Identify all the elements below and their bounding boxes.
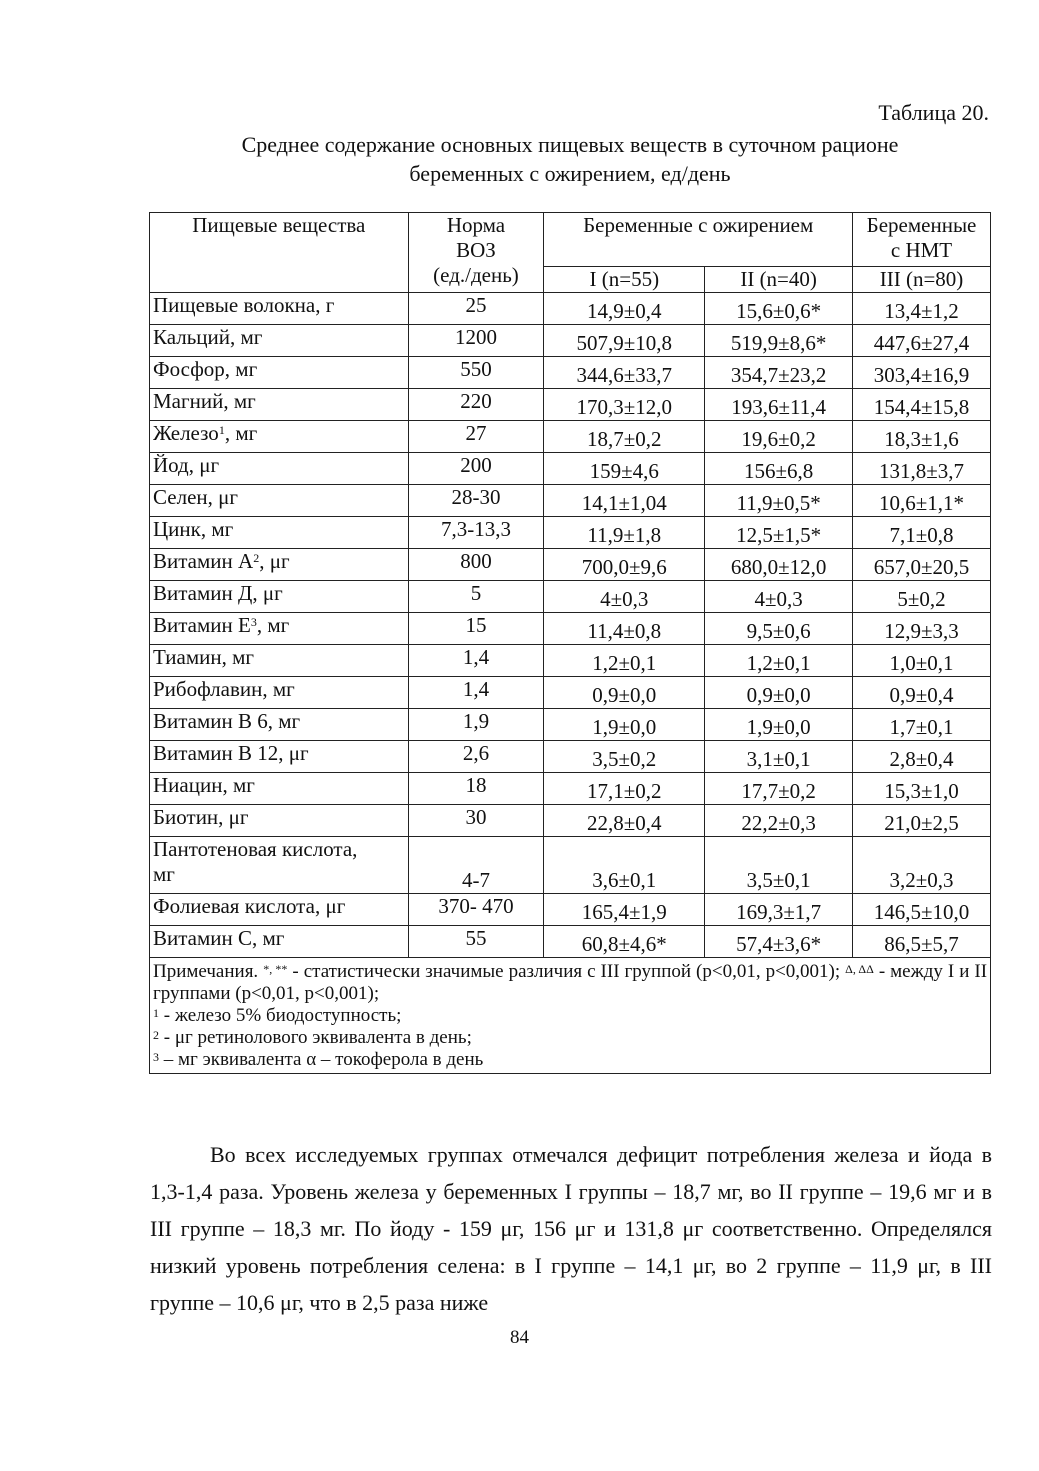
table-row: [150, 325, 991, 357]
header-norm: [408, 213, 544, 293]
row-norm: 18: [408, 773, 544, 805]
row-g2: 11,9±0,5*: [705, 485, 853, 517]
table-row: [150, 581, 991, 613]
table-row: [150, 613, 991, 645]
table-row: [150, 421, 991, 453]
row-g1: 344,6±33,7: [544, 357, 705, 389]
row-g3: 154,4±15,8: [853, 389, 991, 421]
row-name: Селен, μг: [150, 485, 409, 517]
table-caption-number: Таблица 20.: [878, 100, 989, 125]
header-nutrient: Пищевые вещества: [150, 213, 409, 293]
header-obese: Беременные с ожирением: [544, 213, 853, 267]
row-norm: 55: [408, 926, 544, 958]
row-g2: 156±6,8: [705, 453, 853, 485]
row-g1: 170,3±12,0: [544, 389, 705, 421]
row-g3: 657,0±20,5: [853, 549, 991, 581]
header-group-2: II (n=40): [705, 267, 853, 293]
row-g2: 22,2±0,3: [705, 805, 853, 837]
row-norm: 7,3-13,3: [408, 517, 544, 549]
table-row: [150, 837, 991, 894]
row-g2: 9,5±0,6: [705, 613, 853, 645]
row-g1: 60,8±4,6*: [544, 926, 705, 958]
row-name: Цинк, мг: [150, 517, 409, 549]
table-row: [150, 926, 991, 958]
table-notes: [150, 958, 991, 1074]
row-g2: 15,6±0,6*: [705, 293, 853, 325]
row-norm: 27: [408, 421, 544, 453]
header-nmt-l1: Беременные: [866, 213, 977, 237]
paragraph-text: Во всех исследуемых группах отмечался дефицит потребления железа и йода в 1,3-1,4 раза. Уровень железа у беременных I группы – 18,7 мг, во II группе – 19,6 мг и в III группе – 18,3 мг. По йоду - 159 μг, 156 μг и 131,8 μг соответственно. Определялся низкий уровень потребления селена: в I группе – 14,1 μг, во 2 группе – 11,9 μг, в III группе – 10,6 μг, что в 2,5 раза ниже: [150, 1142, 992, 1315]
notes-line-1: $^1$ - железо 5% биодоступность;: [153, 1005, 402, 1026]
row-g1: 14,9±0,4: [544, 293, 705, 325]
notes-line-3: $^3$ – мг эквивалента α – токоферола в день: [153, 1049, 484, 1070]
row-norm: 370- 470: [408, 894, 544, 926]
row-norm: 15: [408, 613, 544, 645]
row-g3: 1,7±0,1: [853, 709, 991, 741]
row-name-l2: мг: [153, 862, 175, 886]
row-name: Магний, мг: [150, 389, 409, 421]
row-norm: 30: [408, 805, 544, 837]
row-norm: 28-30: [408, 485, 544, 517]
row-name: Йод, μг: [150, 453, 409, 485]
row-g1: 22,8±0,4: [544, 805, 705, 837]
table-row: [150, 773, 991, 805]
row-g3: 146,5±10,0: [853, 894, 991, 926]
row-g1: 507,9±10,8: [544, 325, 705, 357]
row-norm: 1,4: [408, 677, 544, 709]
row-name: Кальций, мг: [150, 325, 409, 357]
row-g2: 519,9±8,6*: [705, 325, 853, 357]
row-g1: 14,1±1,04: [544, 485, 705, 517]
row-name: Витамин В 12, μг: [150, 741, 409, 773]
row-g1: 17,1±0,2: [544, 773, 705, 805]
row-g2: 354,7±23,2: [705, 357, 853, 389]
row-g3: 303,4±16,9: [853, 357, 991, 389]
row-g3: 5±0,2: [853, 581, 991, 613]
row-g1: 3,5±0,2: [544, 741, 705, 773]
body-paragraph: [150, 1136, 992, 1321]
table-row: [150, 677, 991, 709]
row-g2: 4±0,3: [705, 581, 853, 613]
row-g3: 3,2±0,3: [853, 837, 991, 894]
row-name: Фолиевая кислота, μг: [150, 894, 409, 926]
header-group-1: I (n=55): [544, 267, 705, 293]
notes-line-main: Примечания. *, ** - статистически значимые различия с III группой (р<0,01, р<0,001); $^{\Delta, \Delta\Delta}$ - между I и II группами (р<0,01, р<0,001);: [153, 961, 988, 1004]
row-g2: 3,5±0,1: [705, 837, 853, 894]
row-norm: 1,9: [408, 709, 544, 741]
row-g1: 165,4±1,9: [544, 894, 705, 926]
row-g1: 700,0±9,6: [544, 549, 705, 581]
row-g2: 3,1±0,1: [705, 741, 853, 773]
row-g1: 1,9±0,0: [544, 709, 705, 741]
table-caption-title: [150, 130, 990, 188]
row-g2: 169,3±1,7: [705, 894, 853, 926]
row-g1: 4±0,3: [544, 581, 705, 613]
table-row: [150, 389, 991, 421]
table-row: [150, 805, 991, 837]
row-g2: 680,0±12,0: [705, 549, 853, 581]
row-g1: 0,9±0,0: [544, 677, 705, 709]
table-row: [150, 357, 991, 389]
row-norm: 2,6: [408, 741, 544, 773]
table-row: [150, 709, 991, 741]
row-g3: 131,8±3,7: [853, 453, 991, 485]
row-g1: 3,6±0,1: [544, 837, 705, 894]
row-g1: 18,7±0,2: [544, 421, 705, 453]
row-g2: 193,6±11,4: [705, 389, 853, 421]
header-norm-l3: (ед./день): [433, 263, 519, 287]
header-norm-l1: Норма: [446, 213, 506, 237]
row-norm: 220: [408, 389, 544, 421]
row-g3: 1,0±0,1: [853, 645, 991, 677]
row-g1: 11,4±0,8: [544, 613, 705, 645]
row-name: Витамин $Е^3$, мг: [150, 613, 409, 645]
table-row: [150, 517, 991, 549]
row-g3: 18,3±1,6: [853, 421, 991, 453]
row-g3: 447,6±27,4: [853, 325, 991, 357]
row-name: Рибофлавин, мг: [150, 677, 409, 709]
row-name: Витамин С, мг: [150, 926, 409, 958]
caption-line-2: беременных с ожирением, ед/день: [409, 161, 731, 186]
row-name: Фосфор, мг: [150, 357, 409, 389]
row-g2: 1,9±0,0: [705, 709, 853, 741]
table-row: [150, 293, 991, 325]
row-name: Витамин $А^2$, μг: [150, 549, 409, 581]
row-g2: 19,6±0,2: [705, 421, 853, 453]
header-group-3: III (n=80): [853, 267, 991, 293]
row-g1: 159±4,6: [544, 453, 705, 485]
row-norm: 5: [408, 581, 544, 613]
row-g3: 15,3±1,0: [853, 773, 991, 805]
row-norm: 200: [408, 453, 544, 485]
table-row: [150, 453, 991, 485]
row-name: Витамин Д, μг: [150, 581, 409, 613]
row-g1: 1,2±0,1: [544, 645, 705, 677]
row-g3: 7,1±0,8: [853, 517, 991, 549]
row-name: Тиамин, мг: [150, 645, 409, 677]
row-norm: 800: [408, 549, 544, 581]
row-g2: 1,2±0,1: [705, 645, 853, 677]
row-g1: 11,9±1,8: [544, 517, 705, 549]
row-name: Железо$^1$, мг: [150, 421, 409, 453]
row-g2: 12,5±1,5*: [705, 517, 853, 549]
table-row: [150, 894, 991, 926]
row-g3: 13,4±1,2: [853, 293, 991, 325]
row-g3: 0,9±0,4: [853, 677, 991, 709]
table-row: [150, 549, 991, 581]
header-nmt: [853, 213, 991, 267]
row-name-l1: Пантотеновая кислота,: [153, 837, 358, 861]
row-g2: 57,4±3,6*: [705, 926, 853, 958]
nutrient-table: [149, 212, 991, 1074]
row-norm: 1,4: [408, 645, 544, 677]
table-row: [150, 741, 991, 773]
row-name: Ниацин, мг: [150, 773, 409, 805]
row-g3: 12,9±3,3: [853, 613, 991, 645]
row-name: Биотин, μг: [150, 805, 409, 837]
row-norm: 550: [408, 357, 544, 389]
row-name: Витамин В 6, мг: [150, 709, 409, 741]
row-name: [150, 837, 409, 894]
page-number: 84: [510, 1327, 529, 1348]
row-norm: 4-7: [408, 837, 544, 894]
row-g3: 86,5±5,7: [853, 926, 991, 958]
table-row: [150, 485, 991, 517]
table-row: [150, 645, 991, 677]
caption-line-1: Среднее содержание основных пищевых веществ в суточном рационе: [241, 132, 899, 157]
row-norm: 1200: [408, 325, 544, 357]
header-norm-l2: ВОЗ: [456, 238, 496, 262]
row-g3: 10,6±1,1*: [853, 485, 991, 517]
row-norm: 25: [408, 293, 544, 325]
row-g2: 0,9±0,0: [705, 677, 853, 709]
row-name: Пищевые волокна, г: [150, 293, 409, 325]
row-g3: 2,8±0,4: [853, 741, 991, 773]
header-nmt-l2: с НМТ: [890, 238, 953, 262]
notes-line-2: $^2$ - μг ретинолового эквивалента в день;: [153, 1027, 472, 1048]
row-g3: 21,0±2,5: [853, 805, 991, 837]
row-g2: 17,7±0,2: [705, 773, 853, 805]
